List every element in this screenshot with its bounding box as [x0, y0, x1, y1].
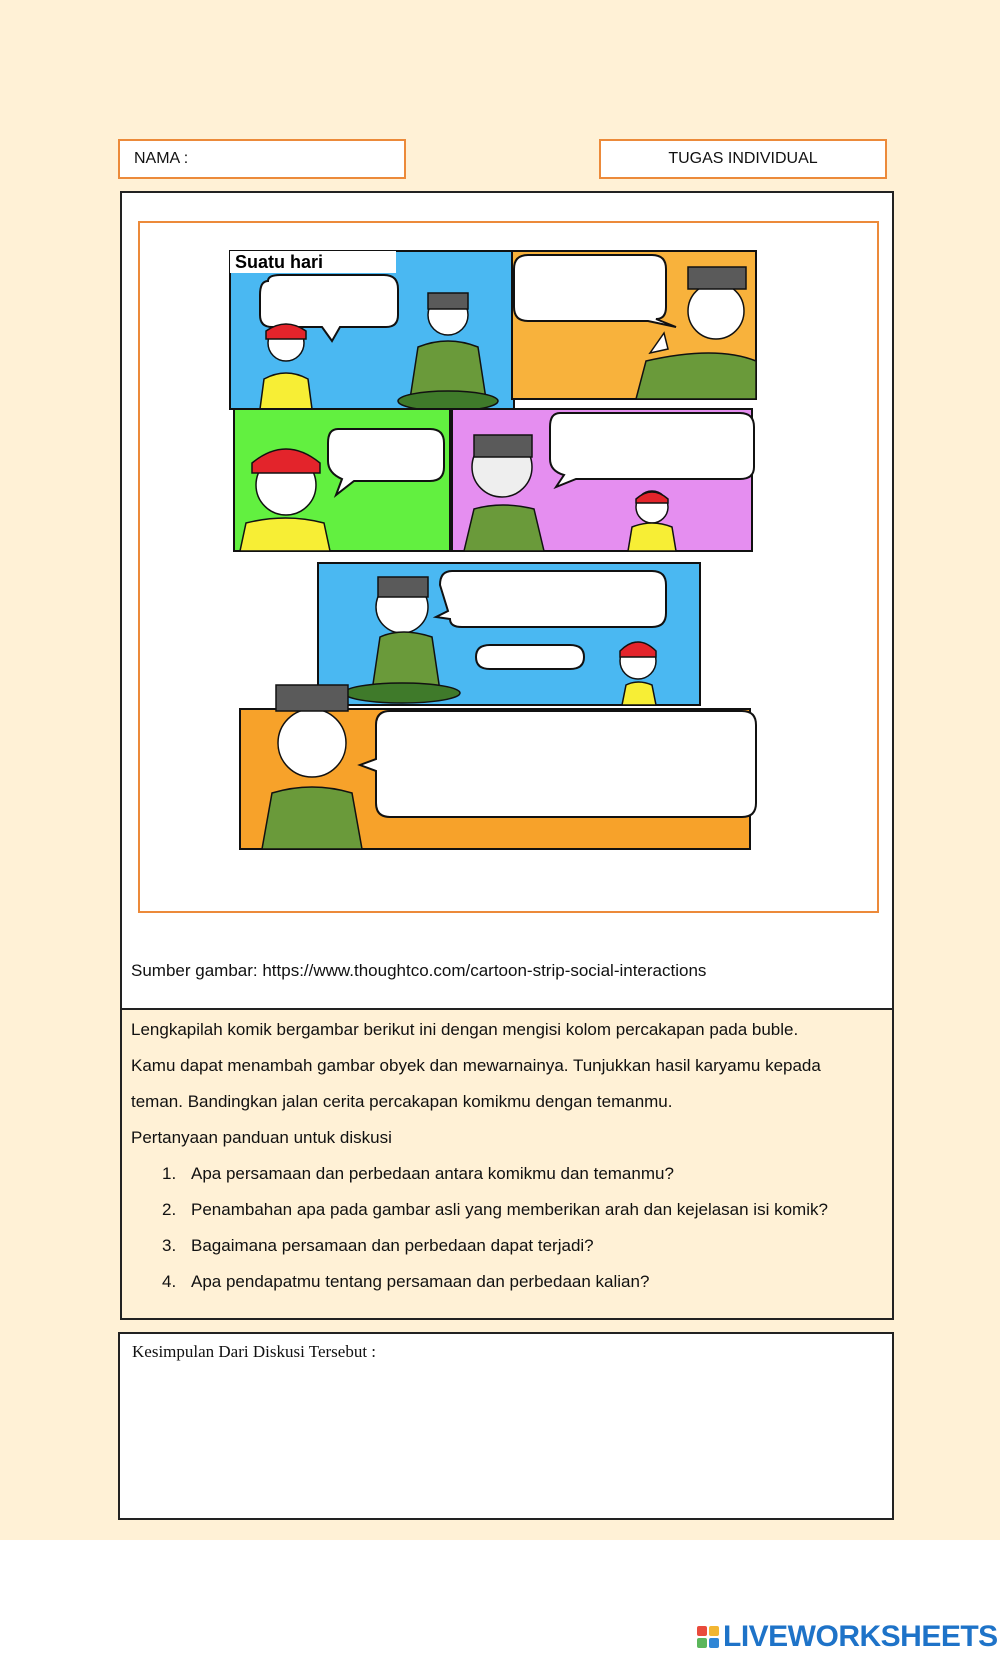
instruction-line-1: Lengkapilah komik bergambar berikut ini dengan mengisi kolom percakapan pada buble.: [131, 1020, 799, 1039]
question-text: Apa persamaan dan perbedaan antara komikmu dan temanmu?: [191, 1164, 674, 1183]
comic-panel-1: [230, 251, 514, 411]
speech-bubble-7[interactable]: [360, 711, 756, 817]
comic-strip: [140, 223, 877, 911]
comic-panel-6: [240, 685, 756, 849]
name-label: NAMA :: [134, 150, 189, 167]
speech-bubble-2[interactable]: [514, 255, 676, 327]
logo-icon: [697, 1626, 719, 1648]
brand-name: LIVEWORKSHEETS: [723, 1620, 998, 1653]
question-text: Bagaimana persamaan dan perbedaan dapat terjadi?: [191, 1236, 594, 1255]
comic-panel-5: [318, 563, 700, 705]
guide-title: Pertanyaan panduan untuk diskusi: [131, 1128, 392, 1147]
question-text: Apa pendapatmu tentang persamaan dan perbedaan kalian?: [191, 1272, 650, 1291]
conclusion-label: Kesimpulan Dari Diskusi Tersebut :: [132, 1342, 377, 1361]
comic-panel-4: [452, 409, 754, 551]
instructions-section: [122, 1010, 892, 1318]
question-number: 3.: [162, 1236, 177, 1255]
speech-bubble-4[interactable]: [550, 413, 754, 487]
question-number: 2.: [162, 1200, 177, 1219]
worksheet-content: [120, 191, 894, 1320]
image-source: Sumber gambar: https://www.thoughtco.com/cartoon-strip-social-interactions: [131, 961, 707, 980]
speech-bubble-5[interactable]: [436, 571, 666, 627]
instruction-line-3: teman. Bandingkan jalan cerita percakapan komikmu dengan temanmu.: [131, 1092, 673, 1111]
task-type-label: TUGAS INDIVIDUAL: [668, 150, 818, 167]
question-number: 1.: [162, 1164, 177, 1183]
task-type-box: [599, 139, 887, 179]
comic-panel-2: [512, 251, 756, 399]
comic-frame: [138, 221, 879, 913]
question-number: 4.: [162, 1272, 177, 1291]
speech-bubble-6[interactable]: [476, 645, 584, 669]
conclusion-box[interactable]: [118, 1332, 894, 1520]
name-field[interactable]: [118, 139, 406, 179]
comic-panel-3: [234, 409, 450, 551]
instruction-line-2: Kamu dapat menambah gambar obyek dan mewarnainya. Tunjukkan hasil karyamu kepada: [131, 1056, 821, 1075]
liveworksheets-logo: [697, 1620, 998, 1654]
comic-caption: Suatu hari: [235, 252, 324, 272]
question-text: Penambahan apa pada gambar asli yang memberikan arah dan kejelasan isi komik?: [191, 1200, 828, 1219]
